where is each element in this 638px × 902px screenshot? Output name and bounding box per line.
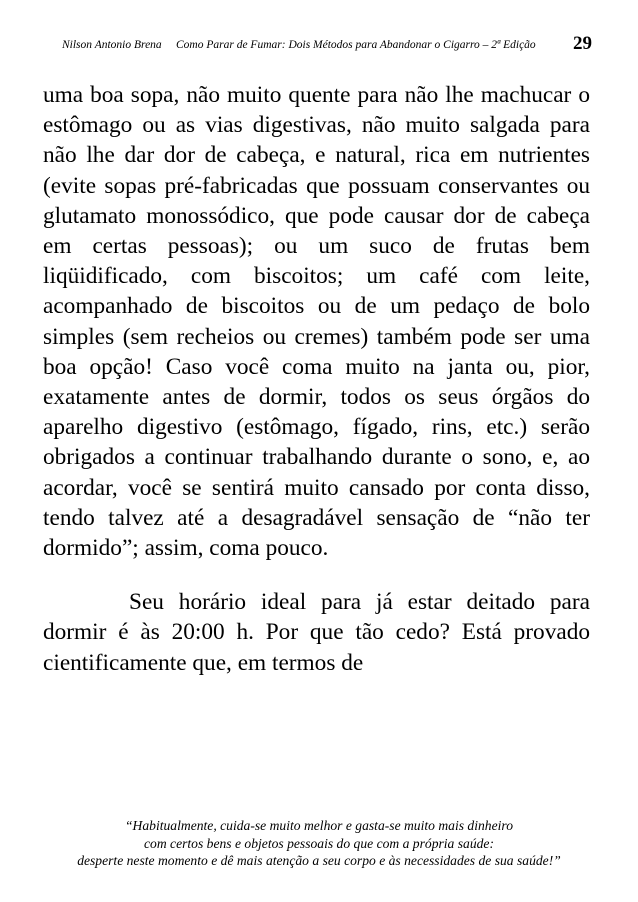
page-body bbox=[43, 80, 590, 678]
footer-quote-line: com certos bens e objetos pessoais do que com a própria saúde: bbox=[144, 835, 494, 851]
paragraph-1: uma boa sopa, não muito quente para não lhe machucar o estômago ou as vias digestivas, não muito salgada para não lhe dar dor de cabeça, e natural, rica em nutrientes (evite sopas pré-fabricadas que possuam conservantes ou glutamato monossódico, que pode causar dor de cabeça em certas pessoas); ou um suco de frutas bem liqüidificado, com biscoitos; um café com leite, acompanhado de biscoitos ou de um pedaço de bolo simples (sem recheios ou cremes) também pode ser uma boa opção! Caso você coma muito na janta ou, pior, exatamente antes de dormir, todos os seus órgãos do aparelho digestivo (estômago, fígado, rins, etc.) serão obrigados a continuar trabalhando durante o sono, e, ao acordar, você se sentirá muito cansado por conta disso, tendo talvez até a desagradável sensação de “não ter dormido”; assim, coma pouco. bbox=[43, 82, 590, 562]
footer-quote-line: desperte neste momento e dê mais atenção a seu corpo e às necessidades de sua saúde!” bbox=[77, 853, 561, 868]
page-number: 29 bbox=[573, 33, 592, 54]
running-header bbox=[62, 33, 592, 57]
footer-quote-line: “Habitualmente, cuida-se muito melhor e gasta-se muito mais dinheiro bbox=[124, 818, 513, 833]
header-author: Nilson Antonio Brena bbox=[62, 39, 162, 51]
paragraph-2: Seu horário ideal para já estar deitado para dormir é às 20:00 h. Por que tão cedo? Está provado cientificamente que, em termos de bbox=[43, 589, 590, 676]
header-book-title: Como Parar de Fumar: Dois Métodos para Abandonar o Cigarro – 2ª Edição bbox=[176, 39, 536, 51]
footer-quote bbox=[20, 817, 618, 870]
